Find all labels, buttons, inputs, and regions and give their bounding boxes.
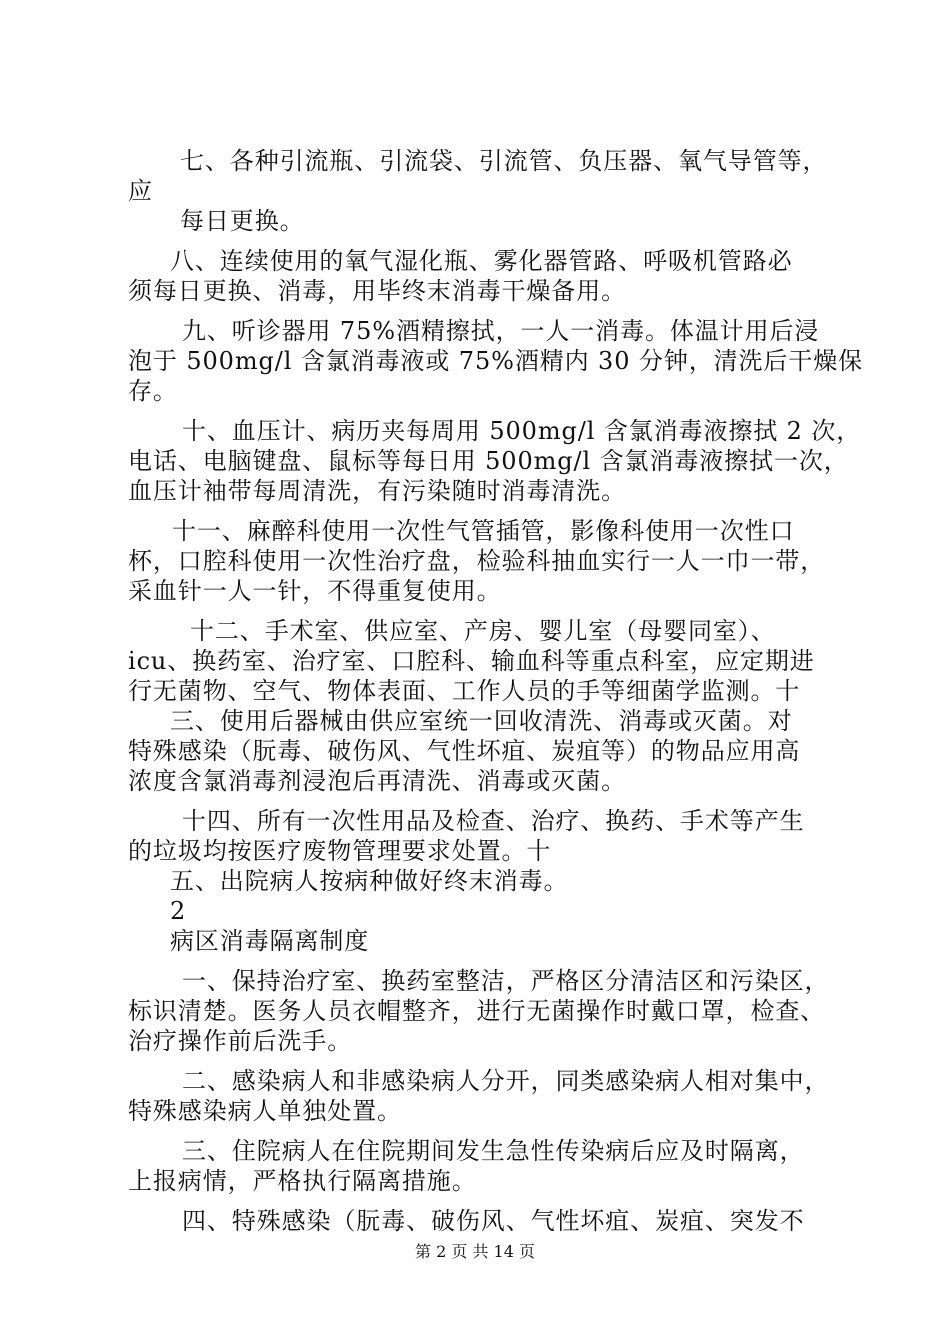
text-line: 一、保持治疗室、换药室整洁，严格区分清洁区和污染区， — [182, 967, 830, 995]
text-line: 浓度含氯消毒剂浸泡后再清洗、消毒或灭菌。 — [128, 767, 626, 795]
text-line: 四、特殊感染（朊毒、破伤风、气性坏疽、炭疽、突发不 — [182, 1207, 805, 1235]
text-line: 七、各种引流瓶、引流袋、引流管、负压器、氧气导管等， — [180, 147, 828, 175]
text-line: 每日更换。 — [180, 207, 305, 235]
text-line: 二、感染病人和非感染病人分开，同类感染病人相对集中， — [182, 1067, 830, 1095]
text-line: 的垃圾均按医疗废物管理要求处置。十 — [128, 837, 552, 865]
text-line: 十四、所有一次性用品及检查、治疗、换药、手术等产生 — [182, 807, 805, 835]
text-line: 存。 — [128, 377, 178, 405]
text-line: 十、血压计、病历夹每周用 500mg/l 含氯消毒液擦拭 2 次， — [182, 417, 862, 445]
text-line: 九、听诊器用 75%酒精擦拭，一人一消毒。体温计用后浸 — [182, 317, 820, 345]
text-line: 上报病情，严格执行隔离措施。 — [128, 1167, 477, 1195]
text-line: 病区消毒隔离制度 — [170, 927, 370, 955]
text-line: 须每日更换、消毒，用毕终末消毒干燥备用。 — [128, 277, 626, 305]
text-line: 三、使用后器械由供应室统一回收清洗、消毒或灭菌。对 — [170, 707, 793, 735]
text-line: 行无菌物、空气、物体表面、工作人员的手等细菌学监测。十 — [128, 677, 801, 705]
text-line: 杯，口腔科使用一次性治疗盘，检验科抽血实行一人一巾一带， — [128, 547, 826, 575]
text-line: 采血针一人一针，不得重复使用。 — [128, 577, 502, 605]
text-line: 电话、电脑键盘、鼠标等每日用 500mg/l 含氯消毒液擦拭一次， — [128, 447, 849, 475]
text-line: 十一、麻醉科使用一次性气管插管，影像科使用一次性口 — [172, 517, 795, 545]
text-line: 血压计袖带每周清洗，有污染随时消毒清洗。 — [128, 477, 626, 505]
text-line: 十二、手术室、供应室、产房、婴儿室（母婴同室）、 — [190, 617, 776, 645]
text-line: 治疗操作前后洗手。 — [128, 1027, 353, 1055]
text-line: 应 — [128, 177, 153, 205]
text-line: 八、连续使用的氧气湿化瓶、雾化器管路、呼吸机管路必 — [170, 247, 793, 275]
text-line: 特殊感染病人单独处置。 — [128, 1097, 402, 1125]
text-line: 泡于 500mg/l 含氯消毒液或 75%酒精内 30 分钟，清洗后干燥保 — [128, 347, 864, 375]
text-line: 三、住院病人在住院期间发生急性传染病后应及时隔离， — [182, 1137, 805, 1165]
text-line: 2 — [170, 897, 187, 925]
text-line: icu、换药室、治疗室、口腔科、输血科等重点科室，应定期进 — [128, 647, 815, 675]
text-line: 特殊感染（朊毒、破伤风、气性坏疽、炭疽等）的物品应用高 — [128, 737, 801, 765]
text-line: 标识清楚。医务人员衣帽整齐，进行无菌操作时戴口罩，检查、 — [128, 997, 826, 1025]
text-line: 五、出院病人按病种做好终末消毒。 — [170, 867, 569, 895]
page-footer: 第 2 页 共 14 页 — [415, 1242, 535, 1261]
